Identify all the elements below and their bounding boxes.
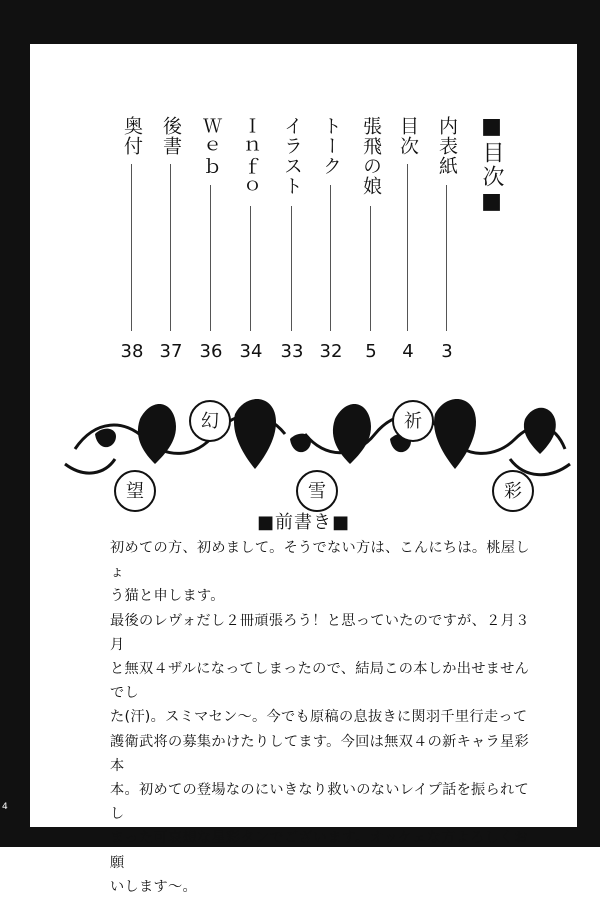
toc-entry-label: 後書 [160,116,182,156]
preface-line: 護衛武将の募集かけたりしてます。今回は無双４の新キャラ星彩本 [110,733,530,774]
toc-entry-label: 目次 [397,116,419,156]
toc-entry [237,116,265,406]
toc-entry [357,116,385,406]
toc-entry-label: 内表紙 [436,116,458,176]
toc-entry [433,116,461,406]
toc-entry [157,116,185,406]
preface-heading: ■前書き■ [256,512,350,533]
toc-page-number: 36 [199,341,223,362]
preface-line: 最後のレヴォだし２冊頑張ろう！と思っていたのですが、２月３月 [110,612,530,653]
ornament-band [55,379,575,502]
toc-leader-line [250,206,251,331]
seal-char: 彩 [504,481,522,502]
toc-page-number: 34 [239,341,263,362]
toc-entry-label: 張飛の娘 [360,116,382,196]
toc-leader-line [291,206,292,331]
toc-page-number: 5 [365,341,377,362]
toc-leader-line [330,185,331,331]
preface-line: いします～。 [110,878,197,895]
preface-line: と無双４ザルになってしまったので、結局この本しか出せませんでし [110,661,530,702]
preface-line: まった可哀想な星彩タンでございます。オッケェな方よろしくお願 [110,830,529,871]
toc-entry-label: トーク [320,116,342,176]
preface-line: 本。初めての登場なのにいきなり救いのないレイプ話を振られてし [110,782,530,823]
toc-leader-line [131,164,132,331]
toc-leader-line [170,164,171,331]
preface-line: う猫と申します。 [110,588,225,605]
toc-page-number: 32 [319,341,343,362]
toc-page-number: 33 [280,341,304,362]
toc-title: ■目次■ [479,114,504,216]
preface-line: 初めての方、初めまして。そうでない方は、こんにちは。桃屋しょ [110,540,530,581]
seal-char: 雪 [308,481,326,502]
toc-leader-line [446,185,447,331]
toc-leader-line [407,164,408,331]
document-page [30,44,577,895]
seal-char: 祈 [404,411,422,432]
toc-entry-label: イラスト [281,116,303,196]
toc-leader-line [370,206,371,331]
toc-entry [278,116,306,406]
seal-char: 望 [126,481,144,502]
toc-entry [394,116,422,406]
toc-page-number: 4 [402,341,414,362]
toc-entry-label: Ｗｅｂ [200,116,222,176]
toc-entry-label: Ｉｎｆｏ [240,116,262,196]
toc-page-number: 3 [441,341,453,362]
toc-entry [118,116,146,406]
toc-entry [317,116,345,406]
page-number: 4 [2,802,8,812]
toc-page-number: 37 [159,341,183,362]
preface-line: た(汗)。スミマセン～。今でも原稿の息抜きに関羽千里行走って [110,709,528,726]
toc-leader-line [210,185,211,331]
seal-char: 幻 [201,411,219,432]
toc-page-number: 38 [120,341,144,362]
toc-entry-label: 奥付 [121,116,143,156]
preface-body [110,536,530,899]
toc-entry [197,116,225,406]
